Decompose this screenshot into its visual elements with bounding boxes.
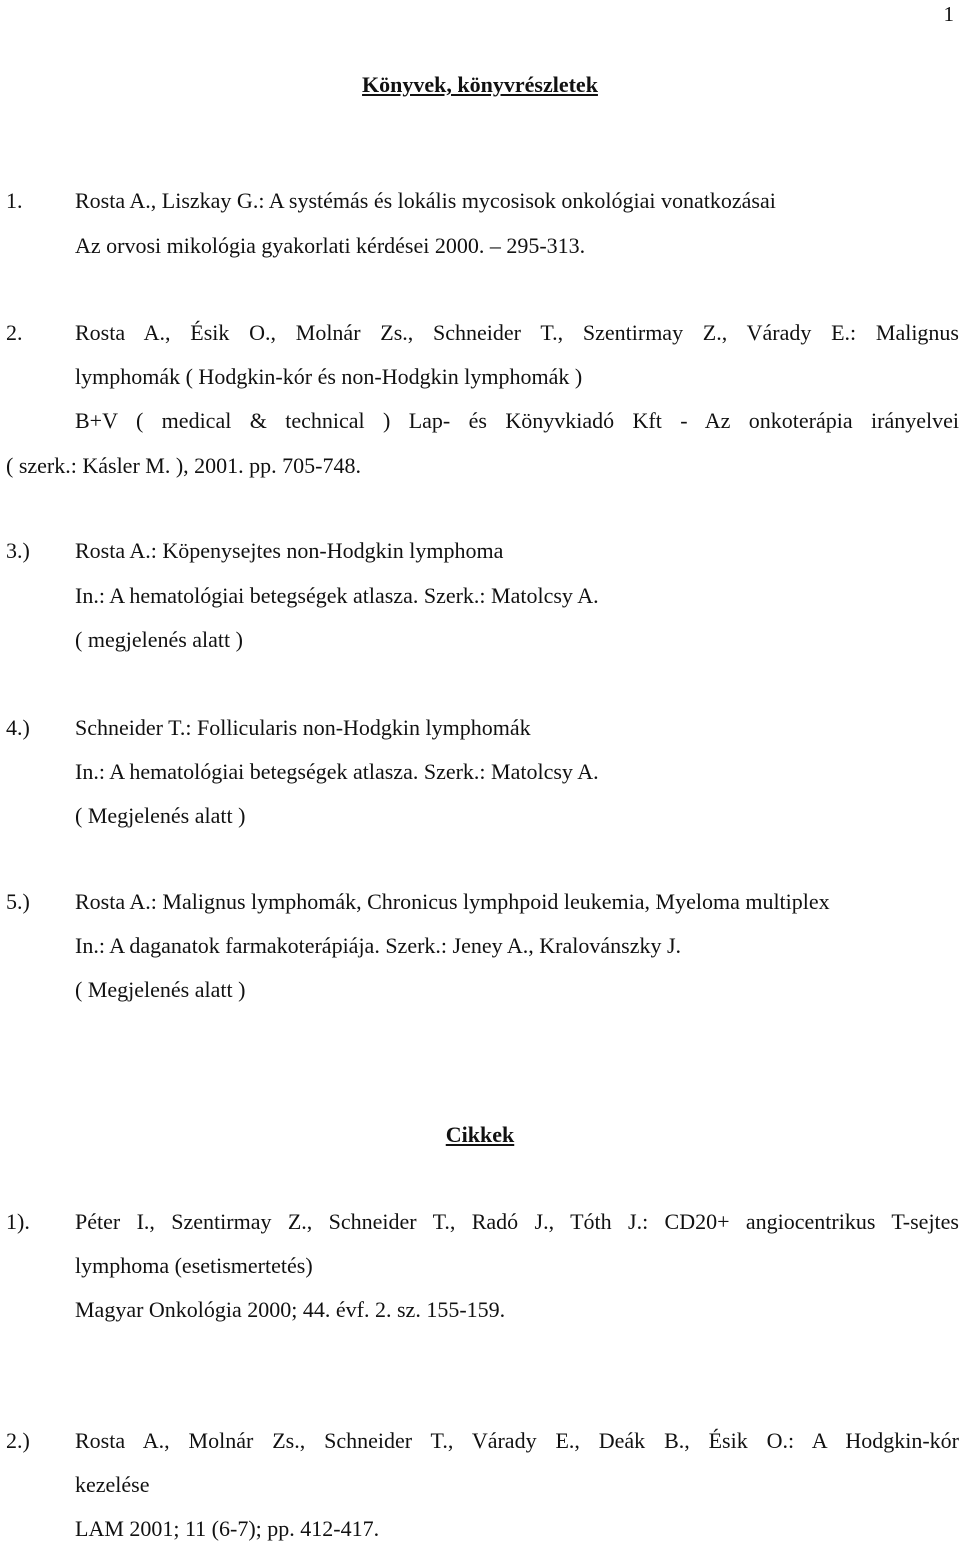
entry-number: 5.) [6, 889, 30, 914]
entry-line: Rosta A., Ésik O., Molnár Zs., Schneider T., Szentirmay Z., Várady E.: Malignus [75, 320, 959, 345]
entry-line: kezelése [75, 1472, 150, 1497]
entry-line: Az orvosi mikológia gyakorlati kérdései 2000. – 295-313. [75, 233, 586, 258]
entry-number: 2. [6, 320, 23, 345]
entry-line: Péter I., Szentirmay Z., Schneider T., Radó J., Tóth J.: CD20+ angiocentrikus T-sejtes [75, 1209, 959, 1234]
entry-line: In.: A hematológiai betegségek atlasza. Szerk.: Matolcsy A. [75, 583, 599, 608]
section-heading-articles: Cikkek [445, 1122, 515, 1147]
section-heading-books: Könyvek, könyvrészletek [362, 72, 598, 97]
entry-line: LAM 2001; 11 (6-7); pp. 412-417. [75, 1516, 380, 1541]
entry-line: Rosta A., Molnár Zs., Schneider T., Várady E., Deák B., Ésik O.: A Hodgkin-kór [75, 1428, 959, 1453]
entry-line: ( Megjelenés alatt ) [75, 803, 246, 828]
entry-line: Magyar Onkológia 2000; 44. évf. 2. sz. 155-159. [75, 1297, 506, 1322]
entry-number: 2.) [6, 1428, 30, 1453]
entry-number: 1. [6, 188, 23, 213]
entry-line: ( szerk.: Kásler M. ), 2001. pp. 705-748. [6, 453, 361, 478]
entry-line: Rosta A.: Malignus lymphomák, Chronicus lymphpoid leukemia, Myeloma multiplex [75, 889, 830, 914]
entry-line: lymphoma (esetismertetés) [75, 1253, 313, 1278]
entry-number: 3.) [6, 538, 30, 563]
entry-line: ( Megjelenés alatt ) [75, 977, 246, 1002]
page-number: 1 [943, 2, 954, 26]
entry-line: In.: A hematológiai betegségek atlasza. Szerk.: Matolcsy A. [75, 759, 599, 784]
entry-line: In.: A daganatok farmakoterápiája. Szerk.: Jeney A., Kralovánszky J. [75, 933, 682, 958]
entry-line: Schneider T.: Follicularis non-Hodgkin lymphomák [75, 715, 531, 740]
entry-number: 1). [6, 1209, 30, 1234]
entry-line: ( megjelenés alatt ) [75, 627, 243, 652]
entry-line: Rosta A., Liszkay G.: A systémás és lokális mycosisok onkológiai vonatkozásai [75, 188, 776, 213]
entry-line: Rosta A.: Köpenysejtes non-Hodgkin lymphoma [75, 538, 504, 563]
entry-line: B+V ( medical & technical ) Lap- és Könyvkiadó Kft - Az onkoterápia irányelvei [75, 408, 959, 433]
entry-line: lymphomák ( Hodgkin-kór és non-Hodgkin lymphomák ) [75, 364, 583, 389]
entry-number: 4.) [6, 715, 30, 740]
